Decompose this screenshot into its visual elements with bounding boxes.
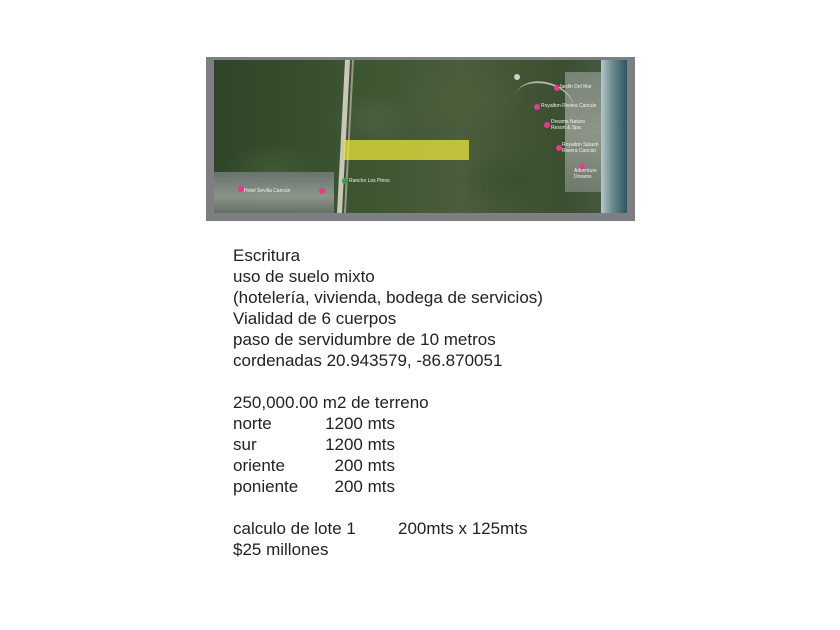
dimension-value: 1200 mts bbox=[325, 414, 395, 433]
map-sea bbox=[601, 60, 627, 213]
dimension-value: 1200 mts bbox=[325, 435, 395, 454]
dimension-row bbox=[233, 476, 543, 497]
map-label-dreams: Dreams Natura Resort & Spa bbox=[551, 119, 585, 131]
satellite-map-image bbox=[214, 60, 627, 213]
map-label-royalton-riviera: Royalton Riviera Cancún bbox=[541, 103, 597, 109]
property-description bbox=[233, 245, 543, 560]
map-pin-icon bbox=[534, 104, 540, 110]
dimension-value: 200 mts bbox=[334, 456, 395, 475]
dimension-value: 200 mts bbox=[334, 477, 395, 496]
map-pin-icon bbox=[544, 122, 550, 128]
description-line: Vialidad de 6 cuerpos bbox=[233, 309, 397, 328]
map-frame bbox=[206, 57, 635, 221]
map-label-rancho: Rancho Los Pinos bbox=[349, 178, 390, 184]
coordinates-line: cordenadas 20.943579, -86.870051 bbox=[233, 351, 503, 370]
description-line: paso de servidumbre de 10 metros bbox=[233, 330, 496, 349]
map-pin-icon bbox=[514, 74, 520, 80]
map-label-hotel-left: Hotel Sevilla Cancún bbox=[244, 188, 291, 194]
map-label-royalton-splash: Royalton Splash Riviera Cancún bbox=[562, 142, 599, 154]
map-pin-icon bbox=[319, 188, 325, 194]
calc-value: 200mts x 125mts bbox=[398, 519, 528, 538]
area-line: 250,000.00 m2 de terreno bbox=[233, 393, 429, 412]
highlighted-lot bbox=[344, 140, 469, 160]
description-line: Escritura bbox=[233, 246, 301, 265]
price-line: $25 millones bbox=[233, 540, 329, 559]
dimension-direction: norte bbox=[233, 414, 272, 433]
lot-calculation-row bbox=[233, 518, 543, 539]
dimension-direction: poniente bbox=[233, 477, 299, 496]
description-line: (hotelería, vivienda, bodega de servicios) bbox=[233, 288, 543, 307]
dimension-row bbox=[233, 434, 543, 455]
description-line: uso de suelo mixto bbox=[233, 267, 375, 286]
dimension-row bbox=[233, 413, 543, 434]
dimension-direction: sur bbox=[233, 435, 257, 454]
map-label-adventure: Adventure Dreams bbox=[574, 168, 597, 180]
calc-label: calculo de lote 1 bbox=[233, 519, 356, 538]
map-label-jardin: Jardín Del Mar bbox=[559, 84, 592, 90]
dimension-direction: oriente bbox=[233, 456, 285, 475]
map-pin-icon bbox=[342, 178, 348, 184]
dimension-row bbox=[233, 455, 543, 476]
